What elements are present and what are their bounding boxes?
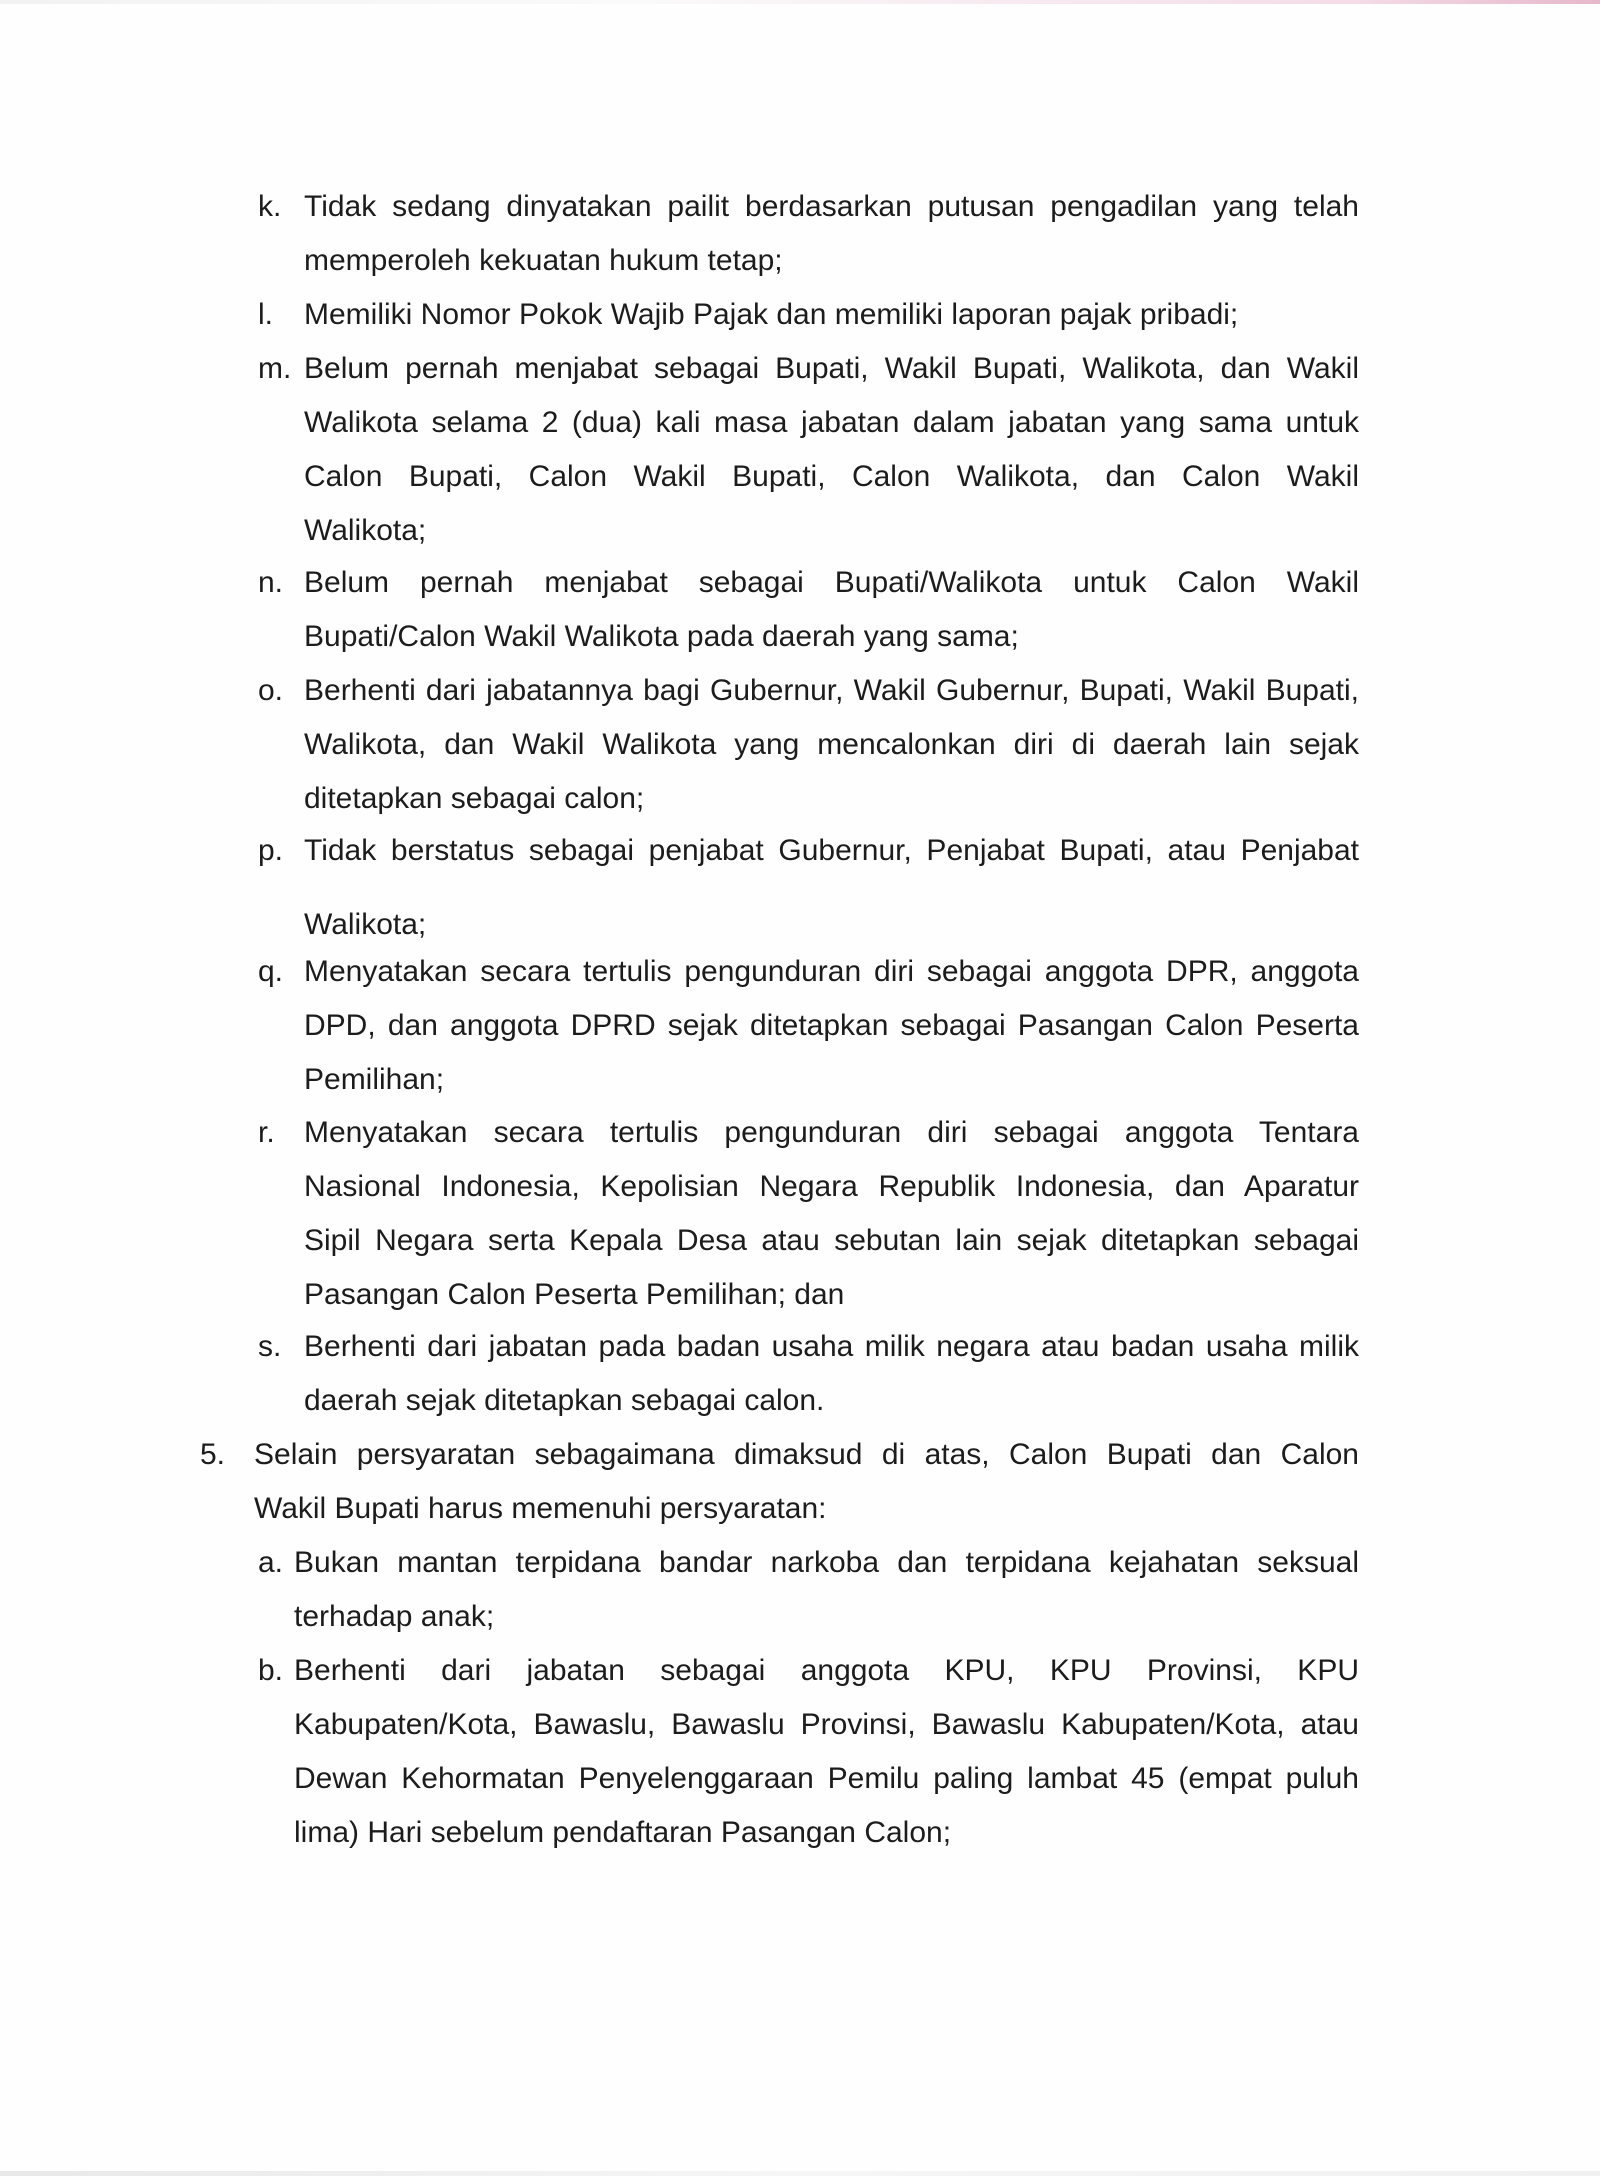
list-marker: 5. xyxy=(200,1438,226,1471)
list-marker: k. xyxy=(258,190,282,223)
list-item-text xyxy=(294,1644,1359,1860)
list-marker: q. xyxy=(258,955,284,988)
text-line: DPD, dan anggota DPRD sejak ditetapkan sebagai Pasangan Calon Peserta xyxy=(304,1009,1359,1042)
text-line: memperoleh kekuatan hukum tetap; xyxy=(304,244,783,277)
text-line: Walikota; xyxy=(304,514,427,547)
text-line: Wakil Bupati harus memenuhi persyaratan: xyxy=(254,1492,827,1525)
list-marker: b. xyxy=(258,1654,284,1687)
text-line: Walikota, dan Wakil Walikota yang mencalonkan diri di daerah lain sejak xyxy=(304,728,1359,761)
text-line: Pasangan Calon Peserta Pemilihan; dan xyxy=(304,1278,845,1311)
text-line: Kabupaten/Kota, Bawaslu, Bawaslu Provinsi, Bawaslu Kabupaten/Kota, atau xyxy=(294,1708,1359,1741)
list-marker: a. xyxy=(258,1546,284,1579)
text-line: Walikota; xyxy=(304,908,427,941)
list-item-text xyxy=(304,945,1359,1107)
list-marker: n. xyxy=(258,566,284,599)
list-item-text xyxy=(304,824,1359,952)
text-line: Berhenti dari jabatannya bagi Gubernur, Wakil Gubernur, Bupati, Wakil Bupati, xyxy=(304,674,1359,707)
text-line: Tidak sedang dinyatakan pailit berdasarkan putusan pengadilan yang telah xyxy=(304,190,1359,223)
text-line: terhadap anak; xyxy=(294,1600,495,1633)
text-line: Bupati/Calon Wakil Walikota pada daerah yang sama; xyxy=(304,620,1019,653)
text-line: Tidak berstatus sebagai penjabat Gubernur, Penjabat Bupati, atau Penjabat xyxy=(304,834,1359,867)
list-marker: o. xyxy=(258,674,284,707)
text-line: Bukan mantan terpidana bandar narkoba dan terpidana kejahatan seksual xyxy=(294,1546,1359,1579)
text-line: lima) Hari sebelum pendaftaran Pasangan Calon; xyxy=(294,1816,952,1849)
list-marker: p. xyxy=(258,834,284,867)
list-item-text xyxy=(304,556,1359,664)
list-item-text xyxy=(304,1320,1359,1428)
text-line: Nasional Indonesia, Kepolisian Negara Republik Indonesia, dan Aparatur xyxy=(304,1170,1359,1203)
list-item-text xyxy=(304,342,1359,558)
text-line: Belum pernah menjabat sebagai Bupati, Wakil Bupati, Walikota, dan Wakil xyxy=(304,352,1359,385)
text-line: Berhenti dari jabatan sebagai anggota KPU, KPU Provinsi, KPU xyxy=(294,1654,1359,1687)
list-marker: s. xyxy=(258,1330,282,1363)
list-item-text xyxy=(294,1536,1359,1644)
text-line: Menyatakan secara tertulis pengunduran diri sebagai anggota DPR, anggota xyxy=(304,955,1359,988)
list-marker: r. xyxy=(258,1116,275,1149)
text-line: ditetapkan sebagai calon; xyxy=(304,782,645,815)
text-line: Pemilihan; xyxy=(304,1063,445,1096)
text-line: Memiliki Nomor Pokok Wajib Pajak dan memiliki laporan pajak pribadi; xyxy=(304,298,1239,331)
text-line: Menyatakan secara tertulis pengunduran diri sebagai anggota Tentara xyxy=(304,1116,1359,1149)
list-item-text xyxy=(254,1428,1359,1536)
list-marker: l. xyxy=(258,298,273,331)
text-line: Berhenti dari jabatan pada badan usaha milik negara atau badan usaha milik xyxy=(304,1330,1359,1363)
scan-edge-bottom xyxy=(0,2171,1600,2176)
text-line: Dewan Kehormatan Penyelenggaraan Pemilu paling lambat 45 (empat puluh xyxy=(294,1762,1359,1795)
text-line: Calon Bupati, Calon Wakil Bupati, Calon Walikota, dan Calon Wakil xyxy=(304,460,1359,493)
list-item-text xyxy=(304,664,1359,826)
text-line: Belum pernah menjabat sebagai Bupati/Walikota untuk Calon Wakil xyxy=(304,566,1359,599)
list-item-text xyxy=(304,180,1359,288)
list-item-text xyxy=(304,288,1359,342)
text-line: daerah sejak ditetapkan sebagai calon. xyxy=(304,1384,825,1417)
list-marker: m. xyxy=(258,352,292,385)
text-line: Selain persyaratan sebagaimana dimaksud di atas, Calon Bupati dan Calon xyxy=(254,1438,1359,1471)
list-item-text xyxy=(304,1106,1359,1322)
text-line: Walikota selama 2 (dua) kali masa jabatan dalam jabatan yang sama untuk xyxy=(304,406,1359,439)
text-line: Sipil Negara serta Kepala Desa atau sebutan lain sejak ditetapkan sebagai xyxy=(304,1224,1359,1257)
